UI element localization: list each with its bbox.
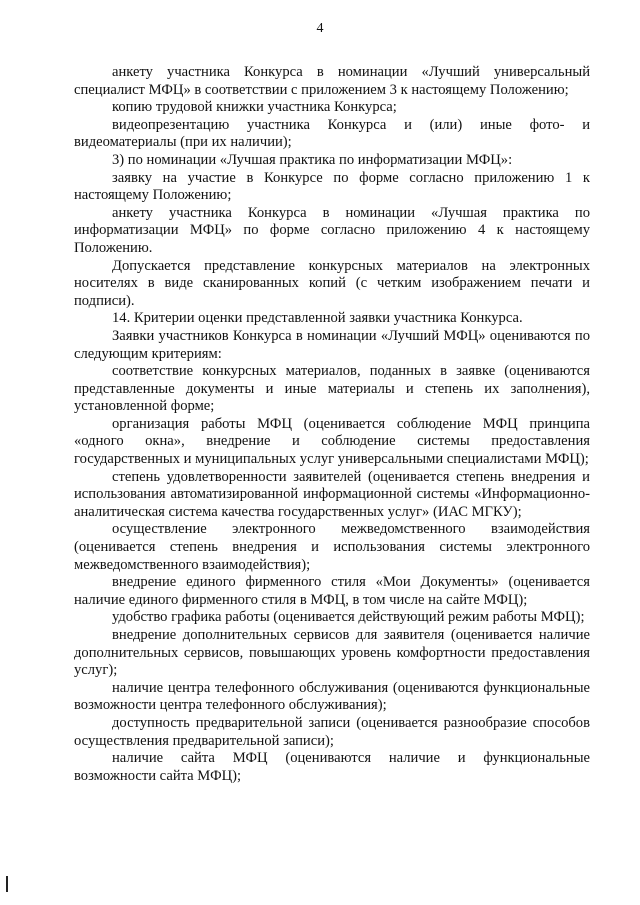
- paragraph: Допускается представление конкурсных материалов на электронных носителях в виде сканированных копий (с четким изображением печати и подписи).: [74, 257, 590, 309]
- paragraph: заявку на участие в Конкурсе по форме согласно приложению 1 к настоящему Положению;: [74, 169, 590, 204]
- criteria-item: организация работы МФЦ (оценивается соблюдение МФЦ принципа «одного окна», внедрение и соблюдение системы предоставления государственных и муниципальных услуг универсальными специалистами МФЦ);: [74, 415, 590, 468]
- paragraph: 3) по номинации «Лучшая практика по информатизации МФЦ»:: [112, 151, 513, 168]
- criteria-item: осуществление электронного межведомственного взаимодействия (оценивается степень внедрения и использования системы электронного межведомственного взаимодействия);: [74, 521, 590, 573]
- paragraph: Заявки участников Конкурса в номинации «Лучший МФЦ» оцениваются по следующим критериям:: [74, 327, 590, 362]
- criteria-item: соответствие конкурсных материалов, поданных в заявке (оцениваются представленные документы и иные материалы и степень их заполнения), установленной форме;: [74, 363, 590, 415]
- criteria-item: доступность предварительной записи (оценивается разнообразие способов осуществления предварительной записи);: [74, 714, 590, 749]
- scan-margin-mark: [6, 876, 8, 892]
- criteria-item: внедрение дополнительных сервисов для заявителя (оценивается наличие дополнительных сервисов, повышающих уровень комфортности предоставления услуг);: [74, 627, 590, 679]
- section-heading: 14. Критерии оценки представленной заявки участника Конкурса.: [112, 310, 523, 327]
- criteria-item: внедрение единого фирменного стиля «Мои Документы» (оценивается наличие единого фирменного стиля в МФЦ, в том числе на сайте МФЦ);: [74, 574, 590, 608]
- paragraph: анкету участника Конкурса в номинации «Лучший универсальный специалист МФЦ» в соответствии с приложением 3 к настоящему Положению;: [74, 64, 590, 98]
- page-number: 4: [316, 21, 324, 36]
- paragraph: копию трудовой книжки участника Конкурса;: [112, 99, 397, 116]
- paragraph: анкету участника Конкурса в номинации «Лучшая практика по информатизации МФЦ» по форме согласно приложению 4 к настоящему Положению.: [74, 204, 590, 256]
- paragraph: видеопрезентацию участника Конкурса и (или) иные фото- и видеоматериалы (при их наличии);: [74, 116, 590, 151]
- criteria-item: наличие центра телефонного обслуживания (оцениваются функциональные возможности центра телефонного обслуживания);: [74, 679, 590, 714]
- criteria-item: степень удовлетворенности заявителей (оценивается степень внедрения и использования автоматизированной информационной системы «Информационно-аналитическая система качества государственных услуг» (ИАС МГКУ);: [74, 468, 590, 520]
- document-body: [74, 64, 590, 785]
- criteria-item: наличие сайта МФЦ (оцениваются наличие и функциональные возможности сайта МФЦ);: [74, 750, 590, 784]
- criteria-item: удобство графика работы (оценивается действующий режим работы МФЦ);: [112, 609, 585, 626]
